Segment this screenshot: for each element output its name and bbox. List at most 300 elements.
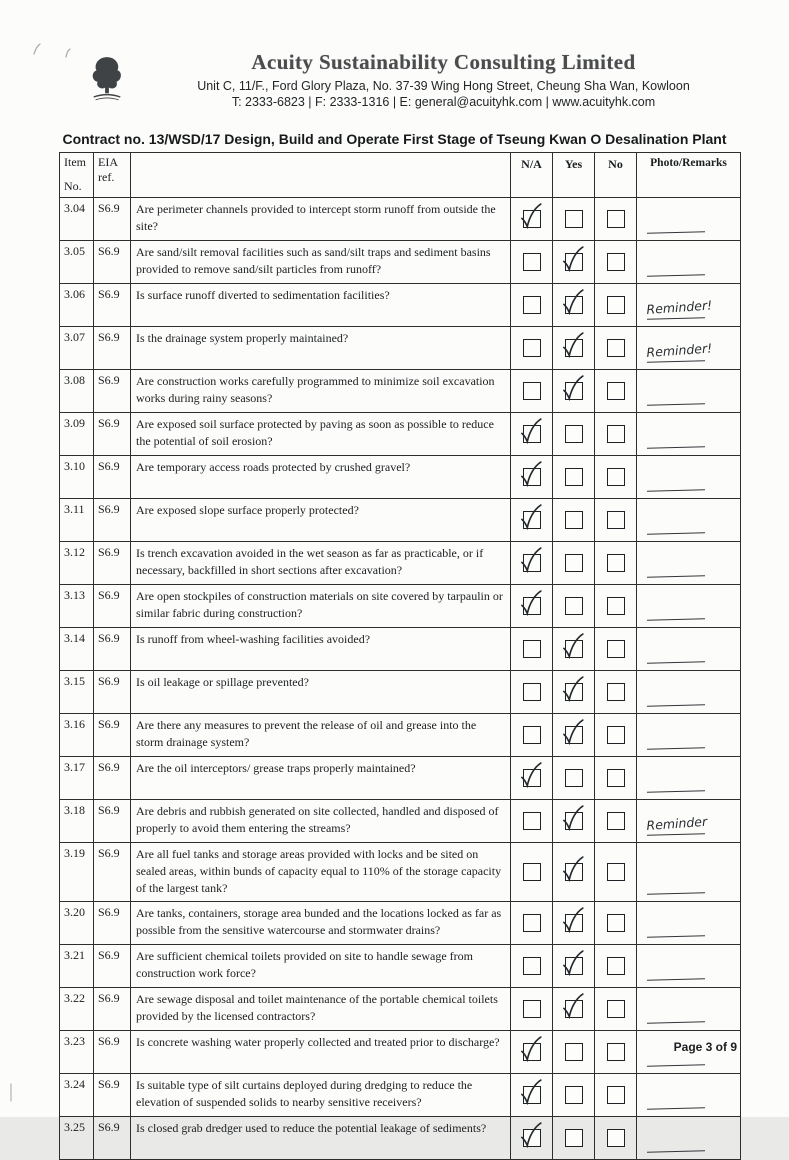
- eia-ref: S6.9: [94, 1117, 131, 1160]
- checkbox-no-cell: [595, 800, 637, 843]
- remark-blank-line: [647, 1021, 705, 1024]
- checkbox-no-cell: [595, 1074, 637, 1117]
- checkbox-no-cell: [595, 628, 637, 671]
- company-contact: T: 2333-6823 | F: 2333-1316 | E: general@acuityhk.com | www.acuityhk.com: [231, 95, 656, 109]
- checkbox: [565, 511, 583, 529]
- question-text: Is closed grab dredger used to reduce the potential leakage of sediments?: [131, 1117, 511, 1160]
- table-row: [60, 945, 741, 988]
- remark-text: [647, 569, 734, 575]
- checkbox: [523, 339, 541, 357]
- remark-text: [647, 784, 734, 790]
- col-header-na: N/A: [511, 153, 553, 198]
- company-address: Unit C, 11/F., Ford Glory Plaza, No. 37-39 Wing Hong Street, Cheung Sha Wan, Kowloon: [197, 79, 690, 93]
- checkbox-yes-cell: [553, 241, 595, 284]
- table-row: [60, 671, 741, 714]
- eia-ref: S6.9: [94, 843, 131, 902]
- table-row: [60, 456, 741, 499]
- remark-cell: [637, 284, 741, 327]
- checkbox-yes-cell: [553, 1117, 595, 1160]
- remark-blank-line: [647, 935, 705, 938]
- checkbox: [565, 382, 583, 400]
- checkbox: [523, 1129, 541, 1147]
- checkbox: [565, 1129, 583, 1147]
- remark-cell: [637, 1117, 741, 1160]
- checkbox-yes-cell: [553, 628, 595, 671]
- checkbox-na-cell: [511, 1074, 553, 1117]
- checkbox-no-cell: [595, 241, 637, 284]
- eia-ref: S6.9: [94, 945, 131, 988]
- checkbox-no-cell: [595, 1117, 637, 1160]
- table-row: [60, 327, 741, 370]
- checkbox: [523, 210, 541, 228]
- letterhead: [88, 50, 751, 109]
- remark-cell: [637, 370, 741, 413]
- question-text: Are exposed soil surface protected by paving as soon as possible to reduce the potential of soil erosion?: [131, 413, 511, 456]
- stray-pen-marks: [26, 36, 96, 62]
- remark-blank-line: [647, 704, 705, 707]
- remark-cell: [637, 628, 741, 671]
- checkbox-no-cell: [595, 198, 637, 241]
- checkbox: [523, 726, 541, 744]
- eia-ref: S6.9: [94, 757, 131, 800]
- checkbox: [607, 511, 625, 529]
- question-text: Are sewage disposal and toilet maintenance of the portable chemical toilets provided by the licensed contractors?: [131, 988, 511, 1031]
- checkbox-na-cell: [511, 499, 553, 542]
- remark-blank-line: [647, 360, 705, 363]
- remark-text: Reminder!: [645, 297, 713, 317]
- checkbox: [607, 296, 625, 314]
- remark-text: Reminder!: [645, 340, 713, 360]
- table-row: [60, 370, 741, 413]
- remark-cell: [637, 843, 741, 902]
- checkbox-no-cell: [595, 757, 637, 800]
- table-row: [60, 1074, 741, 1117]
- checkbox: [565, 296, 583, 314]
- checkbox-yes-cell: [553, 671, 595, 714]
- item-no: 3.19: [60, 843, 94, 902]
- table-row: [60, 542, 741, 585]
- checkbox: [523, 468, 541, 486]
- checkbox: [523, 1043, 541, 1061]
- table-row: [60, 714, 741, 757]
- checkbox-no-cell: [595, 988, 637, 1031]
- question-text: Is surface runoff diverted to sedimentation facilities?: [131, 284, 511, 327]
- remark-blank-line: [647, 317, 705, 320]
- item-no: 3.07: [60, 327, 94, 370]
- checkbox: [523, 640, 541, 658]
- col-header-question: [131, 153, 511, 198]
- checkbox: [607, 957, 625, 975]
- checkbox: [523, 683, 541, 701]
- table-row: [60, 843, 741, 902]
- checkbox: [565, 425, 583, 443]
- checklist-body: [60, 198, 741, 1160]
- document-title: Contract no. 13/WSD/17 Design, Build and Operate First Stage of Tseung Kwan O Desalination Plant: [62, 131, 727, 147]
- item-no: 3.08: [60, 370, 94, 413]
- remark-text: [647, 698, 734, 704]
- remark-blank-line: [647, 575, 705, 578]
- checkbox: [565, 554, 583, 572]
- remark-blank-line: [647, 446, 705, 449]
- remark-blank-line: [647, 747, 705, 750]
- checkbox-yes-cell: [553, 413, 595, 456]
- checkbox: [607, 683, 625, 701]
- question-text: Is the drainage system properly maintained?: [131, 327, 511, 370]
- remark-cell: [637, 456, 741, 499]
- checkbox: [565, 597, 583, 615]
- item-no: 3.12: [60, 542, 94, 585]
- remark-cell: [637, 198, 741, 241]
- remark-cell: [637, 1074, 741, 1117]
- checkbox-na-cell: [511, 284, 553, 327]
- question-text: Are there any measures to prevent the release of oil and grease into the storm drainage system?: [131, 714, 511, 757]
- remark-cell: [637, 757, 741, 800]
- checkbox-no-cell: [595, 1031, 637, 1074]
- item-no: 3.20: [60, 902, 94, 945]
- eia-ref: S6.9: [94, 241, 131, 284]
- remark-blank-line: [647, 978, 705, 981]
- col-header-item-line1: Item: [64, 155, 86, 169]
- remark-text: [647, 526, 734, 532]
- checkbox: [523, 1086, 541, 1104]
- checkbox: [565, 339, 583, 357]
- item-no: 3.17: [60, 757, 94, 800]
- checkbox-yes-cell: [553, 499, 595, 542]
- remark-text: [647, 655, 734, 661]
- checkbox-no-cell: [595, 284, 637, 327]
- checkbox-no-cell: [595, 327, 637, 370]
- question-text: Are temporary access roads protected by crushed gravel?: [131, 456, 511, 499]
- remark-text: [647, 612, 734, 618]
- checkbox: [607, 554, 625, 572]
- checkbox: [523, 812, 541, 830]
- checkbox-no-cell: [595, 413, 637, 456]
- table-row: [60, 757, 741, 800]
- col-header-no: No: [595, 153, 637, 198]
- checkbox-no-cell: [595, 945, 637, 988]
- checkbox: [523, 554, 541, 572]
- checkbox-yes-cell: [553, 585, 595, 628]
- checkbox: [607, 210, 625, 228]
- checkbox-no-cell: [595, 542, 637, 585]
- checkbox: [565, 1086, 583, 1104]
- item-no: 3.16: [60, 714, 94, 757]
- question-text: Are sufficient chemical toilets provided on site to handle sewage from construction work force?: [131, 945, 511, 988]
- item-no: 3.13: [60, 585, 94, 628]
- remark-blank-line: [647, 790, 705, 793]
- checkbox-na-cell: [511, 327, 553, 370]
- table-row: [60, 499, 741, 542]
- col-header-eia-ref: EIA ref.: [94, 153, 131, 198]
- table-row: [60, 800, 741, 843]
- table-row: [60, 988, 741, 1031]
- checkbox: [565, 253, 583, 271]
- checkbox-na-cell: [511, 714, 553, 757]
- eia-ref: S6.9: [94, 988, 131, 1031]
- remark-blank-line: [647, 1107, 705, 1110]
- eia-ref: S6.9: [94, 585, 131, 628]
- remark-cell: [637, 671, 741, 714]
- checkbox-na-cell: [511, 800, 553, 843]
- checkbox: [565, 210, 583, 228]
- checkbox: [523, 597, 541, 615]
- remark-blank-line: [647, 1150, 705, 1153]
- remark-blank-line: [647, 661, 705, 664]
- question-text: Are all fuel tanks and storage areas provided with locks and be sited on sealed areas, within bunds of capacity equal to 110% of the storage capacity of the largest tank?: [131, 843, 511, 902]
- checkbox: [523, 1000, 541, 1018]
- remark-blank-line: [647, 231, 705, 234]
- checkbox: [607, 769, 625, 787]
- stray-pen-mark: [6, 1082, 18, 1104]
- remark-text: [647, 483, 734, 489]
- checkbox-no-cell: [595, 370, 637, 413]
- checkbox: [523, 253, 541, 271]
- eia-ref: S6.9: [94, 902, 131, 945]
- remark-blank-line: [647, 532, 705, 535]
- checkbox: [523, 957, 541, 975]
- page-number: Page 3 of 9: [673, 1040, 737, 1054]
- checkbox-no-cell: [595, 843, 637, 902]
- item-no: 3.18: [60, 800, 94, 843]
- checkbox: [523, 769, 541, 787]
- remark-text: [647, 972, 734, 978]
- checkbox-no-cell: [595, 499, 637, 542]
- remark-blank-line: [647, 403, 705, 406]
- item-no: 3.11: [60, 499, 94, 542]
- table-row: [60, 413, 741, 456]
- table-row: [60, 1117, 741, 1160]
- checkbox-na-cell: [511, 198, 553, 241]
- checkbox-na-cell: [511, 413, 553, 456]
- checkbox: [523, 914, 541, 932]
- remark-text: [647, 397, 734, 403]
- checkbox-yes-cell: [553, 198, 595, 241]
- col-header-yes: Yes: [553, 153, 595, 198]
- table-row: [60, 198, 741, 241]
- question-text: Are construction works carefully programmed to minimize soil excavation works during rainy seasons?: [131, 370, 511, 413]
- question-text: Is runoff from wheel-washing facilities avoided?: [131, 628, 511, 671]
- checkbox-yes-cell: [553, 1031, 595, 1074]
- eia-ref: S6.9: [94, 284, 131, 327]
- checkbox-na-cell: [511, 542, 553, 585]
- checkbox-yes-cell: [553, 370, 595, 413]
- checkbox: [565, 726, 583, 744]
- eia-ref: S6.9: [94, 456, 131, 499]
- remark-blank-line: [647, 489, 705, 492]
- checkbox-na-cell: [511, 628, 553, 671]
- checkbox-yes-cell: [553, 542, 595, 585]
- question-text: Are exposed slope surface properly protected?: [131, 499, 511, 542]
- checkbox-na-cell: [511, 585, 553, 628]
- checkbox: [565, 468, 583, 486]
- checkbox-na-cell: [511, 1117, 553, 1160]
- item-no: 3.21: [60, 945, 94, 988]
- checkbox-no-cell: [595, 456, 637, 499]
- item-no: 3.10: [60, 456, 94, 499]
- remark-text: Reminder: [645, 813, 708, 833]
- question-text: Is trench excavation avoided in the wet season as far as practicable, or if necessary, backfilled in short sections after excavation?: [131, 542, 511, 585]
- checkbox: [607, 640, 625, 658]
- remark-cell: [637, 241, 741, 284]
- checkbox: [607, 382, 625, 400]
- remark-text: [647, 886, 734, 892]
- checkbox: [607, 339, 625, 357]
- remark-text: [647, 225, 734, 231]
- checkbox-yes-cell: [553, 800, 595, 843]
- table-row: [60, 1031, 741, 1074]
- checkbox: [607, 914, 625, 932]
- remark-text: [647, 1101, 734, 1107]
- checkbox: [565, 812, 583, 830]
- col-header-photo-remarks: Photo/Remarks: [637, 153, 741, 198]
- checkbox: [565, 640, 583, 658]
- remark-cell: [637, 945, 741, 988]
- checkbox-yes-cell: [553, 714, 595, 757]
- remark-cell: [637, 714, 741, 757]
- eia-ref: S6.9: [94, 542, 131, 585]
- company-name: Acuity Sustainability Consulting Limited: [251, 50, 636, 74]
- table-row: [60, 241, 741, 284]
- remark-cell: [637, 413, 741, 456]
- checkbox-yes-cell: [553, 988, 595, 1031]
- question-text: Are sand/silt removal facilities such as sand/silt traps and sediment basins provided to remove sand/silt particles from runoff?: [131, 241, 511, 284]
- eia-ref: S6.9: [94, 413, 131, 456]
- eia-ref: S6.9: [94, 327, 131, 370]
- checkbox: [523, 863, 541, 881]
- checkbox: [607, 1086, 625, 1104]
- checkbox: [565, 683, 583, 701]
- checkbox-na-cell: [511, 671, 553, 714]
- remark-cell: [637, 585, 741, 628]
- item-no: 3.14: [60, 628, 94, 671]
- checkbox: [607, 425, 625, 443]
- remark-text: [647, 268, 734, 274]
- eia-ref: S6.9: [94, 1031, 131, 1074]
- remark-cell: [637, 800, 741, 843]
- remark-blank-line: [647, 1064, 705, 1067]
- checkbox-no-cell: [595, 714, 637, 757]
- remark-text: [647, 440, 734, 446]
- checkbox-na-cell: [511, 241, 553, 284]
- remark-cell: [637, 542, 741, 585]
- item-no: 3.24: [60, 1074, 94, 1117]
- item-no: 3.06: [60, 284, 94, 327]
- checkbox: [607, 468, 625, 486]
- checkbox: [607, 1129, 625, 1147]
- remark-cell: [637, 902, 741, 945]
- checkbox-yes-cell: [553, 757, 595, 800]
- eia-ref: S6.9: [94, 198, 131, 241]
- eia-ref: S6.9: [94, 1074, 131, 1117]
- item-no: 3.15: [60, 671, 94, 714]
- checkbox: [565, 914, 583, 932]
- remark-cell: [637, 327, 741, 370]
- table-row: [60, 284, 741, 327]
- checkbox-na-cell: [511, 902, 553, 945]
- remark-blank-line: [647, 892, 705, 895]
- checkbox: [565, 769, 583, 787]
- col-header-item-no: [60, 153, 94, 198]
- question-text: Are the oil interceptors/ grease traps properly maintained?: [131, 757, 511, 800]
- checkbox: [523, 425, 541, 443]
- item-no: 3.22: [60, 988, 94, 1031]
- eia-ref: S6.9: [94, 671, 131, 714]
- remark-blank-line: [647, 833, 705, 836]
- checkbox-yes-cell: [553, 456, 595, 499]
- question-text: Is suitable type of silt curtains deployed during dredging to reduce the elevation of suspended solids to nearby sensitive receivers?: [131, 1074, 511, 1117]
- remark-text: [647, 1058, 734, 1064]
- checklist-table: [59, 152, 741, 1160]
- remark-text: [647, 929, 734, 935]
- question-text: Are debris and rubbish generated on site collected, handled and disposed of properly to avoid them entering the streams?: [131, 800, 511, 843]
- eia-ref: S6.9: [94, 499, 131, 542]
- remark-text: [647, 1015, 734, 1021]
- item-no: 3.04: [60, 198, 94, 241]
- checkbox-na-cell: [511, 370, 553, 413]
- checkbox-yes-cell: [553, 327, 595, 370]
- letterhead-text: [126, 50, 751, 109]
- item-no: 3.25: [60, 1117, 94, 1160]
- checkbox: [607, 1043, 625, 1061]
- checkbox-no-cell: [595, 902, 637, 945]
- checkbox-yes-cell: [553, 843, 595, 902]
- checkbox-yes-cell: [553, 902, 595, 945]
- checkbox: [523, 511, 541, 529]
- col-header-item-line2: No.: [64, 179, 82, 193]
- checkbox: [607, 597, 625, 615]
- checkbox-na-cell: [511, 988, 553, 1031]
- checkbox-na-cell: [511, 945, 553, 988]
- eia-ref: S6.9: [94, 628, 131, 671]
- checkbox: [607, 812, 625, 830]
- remark-text: [647, 1144, 734, 1150]
- remark-blank-line: [647, 618, 705, 621]
- item-no: 3.23: [60, 1031, 94, 1074]
- checkbox: [607, 1000, 625, 1018]
- checkbox: [523, 296, 541, 314]
- question-text: Are open stockpiles of construction materials on site covered by tarpaulin or similar fabric during construction?: [131, 585, 511, 628]
- checkbox: [565, 863, 583, 881]
- checkbox-na-cell: [511, 1031, 553, 1074]
- item-no: 3.05: [60, 241, 94, 284]
- table-header-row: [60, 153, 741, 198]
- eia-ref: S6.9: [94, 370, 131, 413]
- question-text: Is oil leakage or spillage prevented?: [131, 671, 511, 714]
- table-row: [60, 628, 741, 671]
- checkbox-yes-cell: [553, 1074, 595, 1117]
- eia-ref: S6.9: [94, 800, 131, 843]
- checkbox: [523, 382, 541, 400]
- checkbox-yes-cell: [553, 284, 595, 327]
- checkbox-na-cell: [511, 757, 553, 800]
- checkbox: [565, 957, 583, 975]
- checkbox-no-cell: [595, 585, 637, 628]
- checkbox-na-cell: [511, 456, 553, 499]
- checkbox: [607, 726, 625, 744]
- remark-blank-line: [647, 274, 705, 277]
- eia-ref: S6.9: [94, 714, 131, 757]
- item-no: 3.09: [60, 413, 94, 456]
- question-text: Are perimeter channels provided to intercept storm runoff from outside the site?: [131, 198, 511, 241]
- table-row: [60, 902, 741, 945]
- checkbox-yes-cell: [553, 945, 595, 988]
- checkbox: [565, 1043, 583, 1061]
- checkbox: [607, 253, 625, 271]
- checkbox-no-cell: [595, 671, 637, 714]
- checkbox: [565, 1000, 583, 1018]
- checkbox: [607, 863, 625, 881]
- remark-cell: [637, 499, 741, 542]
